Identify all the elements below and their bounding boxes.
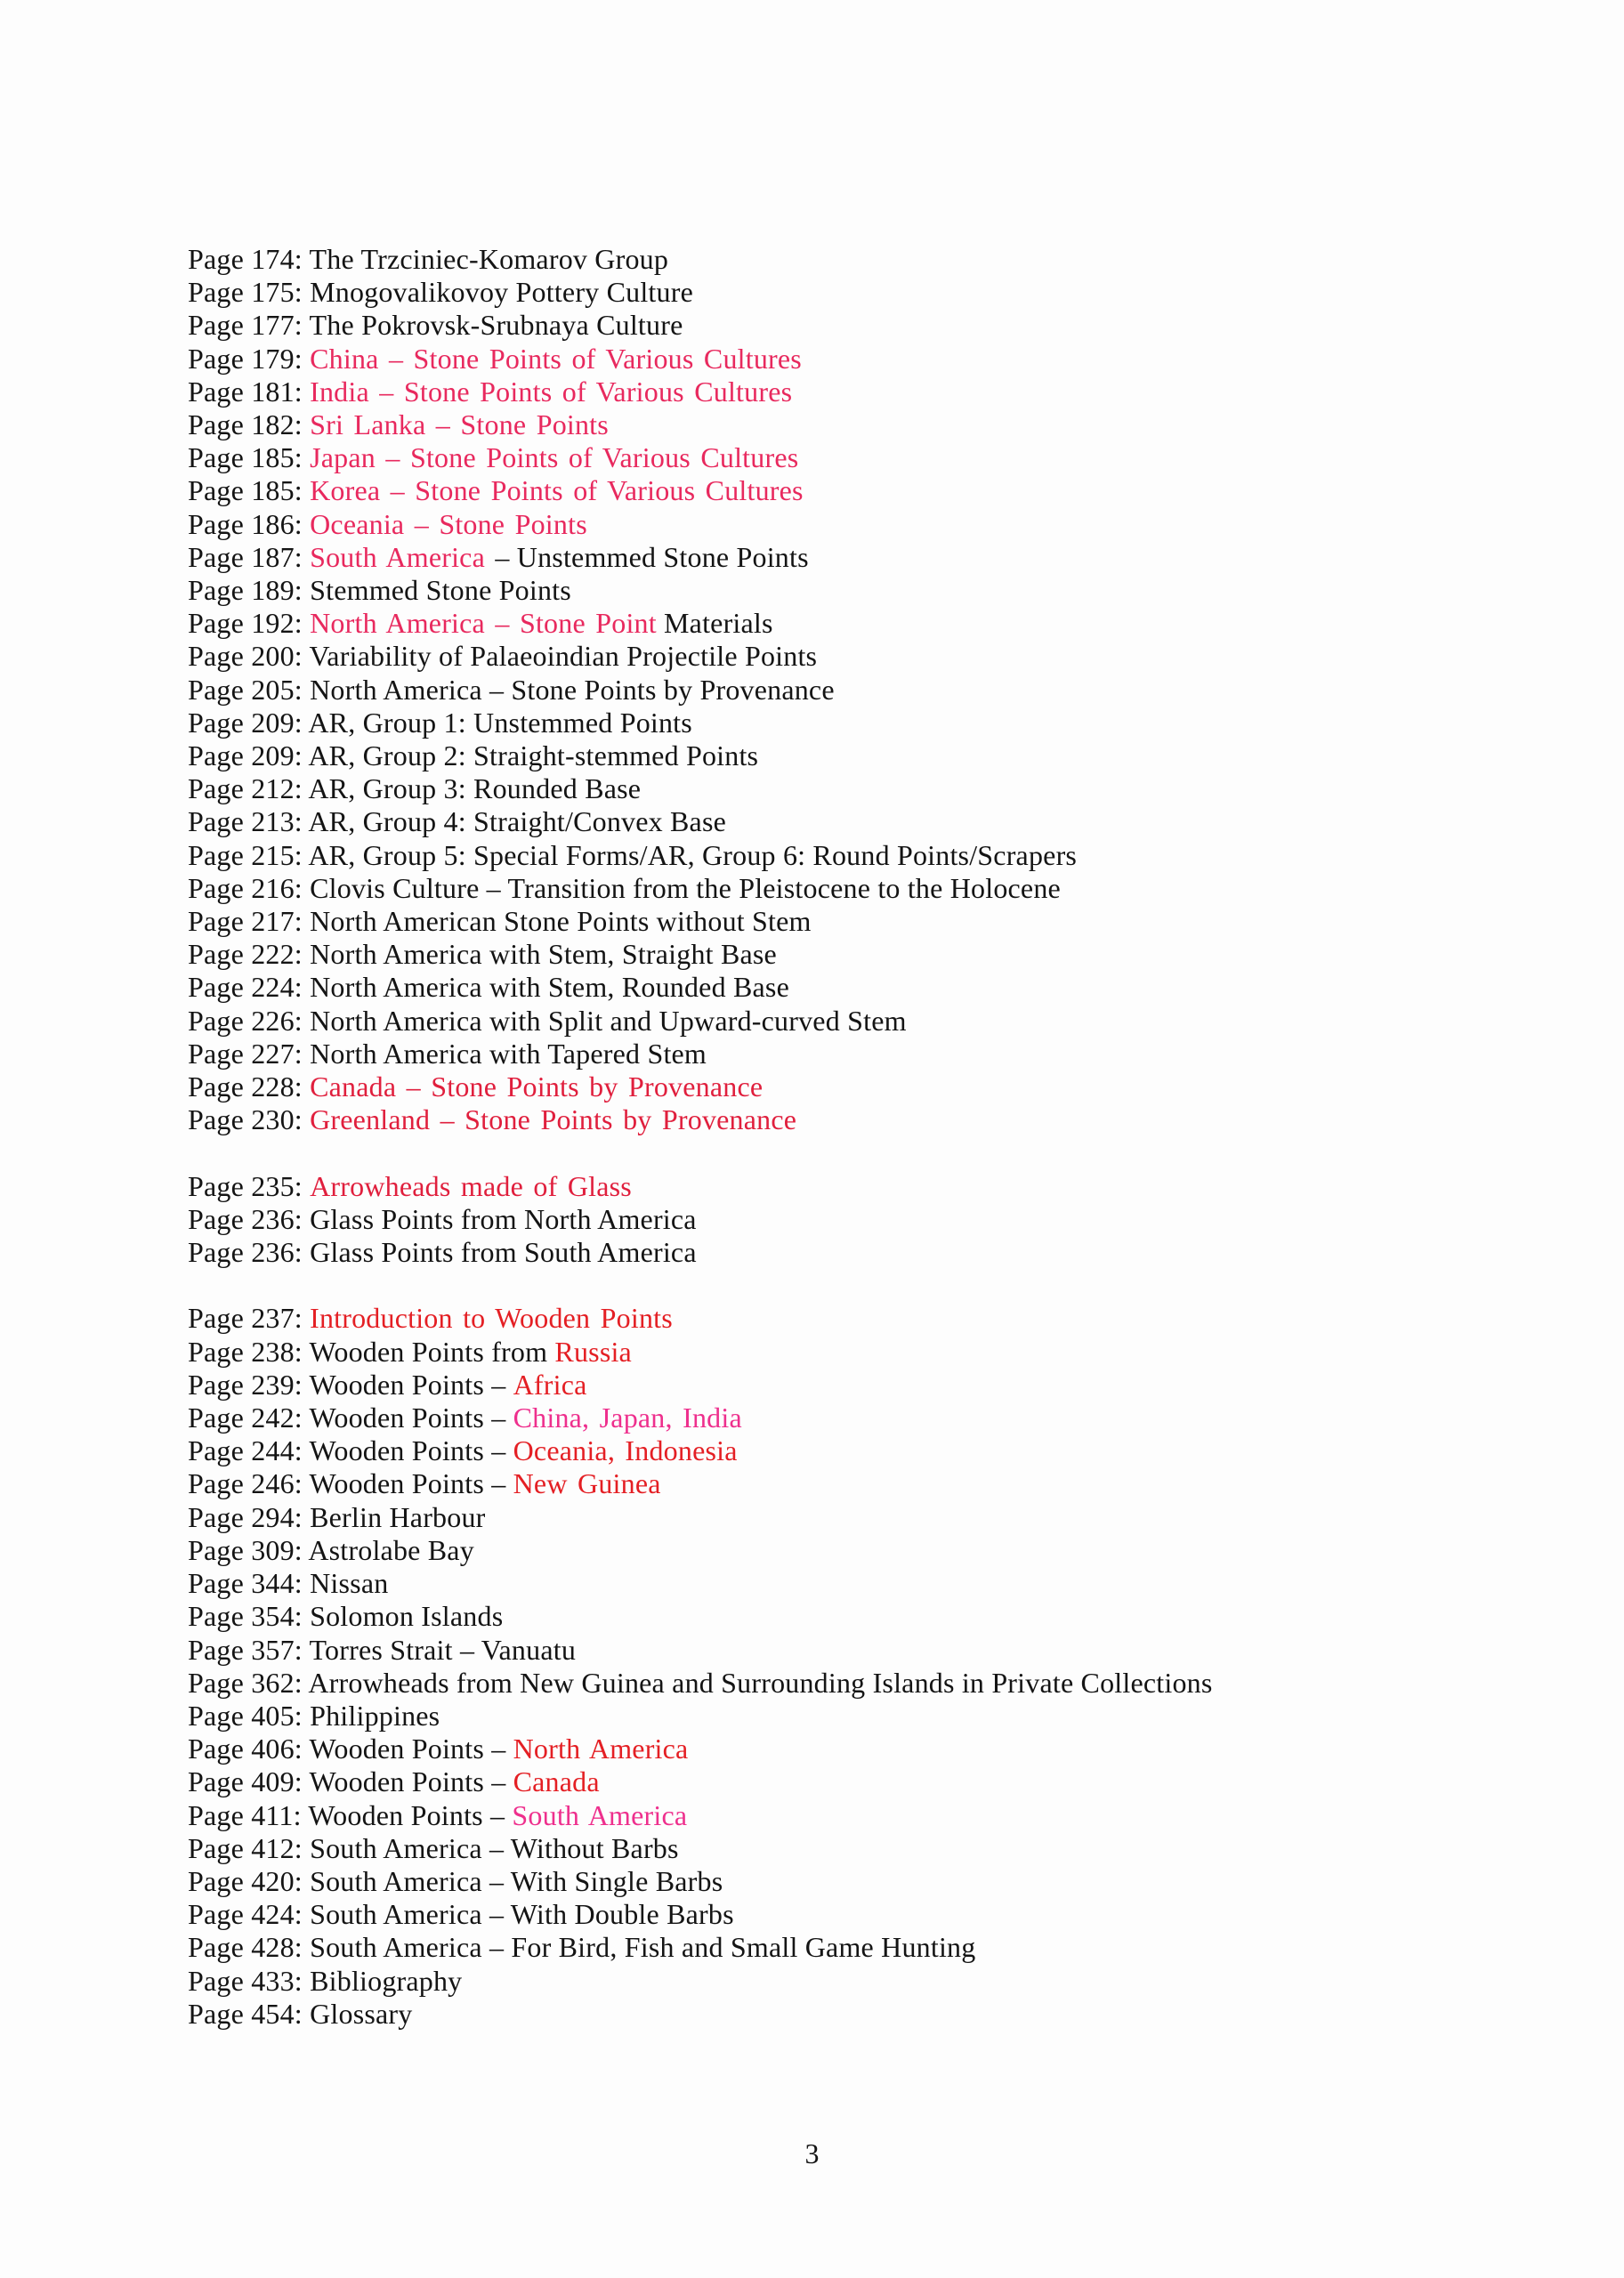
- toc-entry: [188, 1434, 1571, 1467]
- toc-entry: [188, 474, 1571, 507]
- toc-title-segment: South America: [512, 1798, 688, 1831]
- toc-entry: [188, 1170, 1571, 1203]
- toc-title-segment: Philippines: [310, 1699, 440, 1732]
- page-footer: [0, 2137, 1624, 2170]
- toc-entry: [188, 1700, 1571, 1733]
- toc-entry: [188, 674, 1571, 707]
- toc-title-segment: Oceania, Indonesia: [513, 1434, 738, 1467]
- toc-entry: [188, 1965, 1571, 1998]
- toc-entry: [188, 1634, 1571, 1667]
- toc-entry: [188, 1832, 1571, 1865]
- toc-page-label: Page 309:: [188, 1533, 303, 1566]
- toc-title-segment: Glass Points from North America: [310, 1202, 697, 1235]
- toc-entry: [188, 1567, 1571, 1600]
- toc-title-segment: South America – For Bird, Fish and Small Game Hunting: [310, 1931, 976, 1964]
- toc-entry: [188, 1667, 1571, 1700]
- toc-title-segment: Africa: [513, 1368, 587, 1401]
- toc-entry: [188, 1865, 1571, 1898]
- toc-entry: [188, 441, 1571, 474]
- toc-page-label: Page 354:: [188, 1600, 303, 1633]
- toc-entry: [188, 1534, 1571, 1567]
- toc-entry: [188, 1898, 1571, 1931]
- toc-page-label: Page 235:: [188, 1169, 303, 1202]
- toc-title-segment: Sri Lanka – Stone Points: [310, 408, 609, 441]
- toc-title-segment: Introduction to Wooden Points: [310, 1302, 673, 1335]
- toc-entry: [188, 805, 1571, 838]
- toc-entry: [188, 243, 1571, 276]
- toc-page-label: Page 175:: [188, 276, 303, 309]
- toc-entry: [188, 1070, 1571, 1103]
- toc-title-segment: South America – With Double Barbs: [310, 1898, 734, 1931]
- toc-title-segment: Clovis Culture – Transition from the Pleistocene to the Holocene: [310, 871, 1061, 904]
- toc-page-label: Page 216:: [188, 871, 303, 904]
- toc-page-label: Page 237:: [188, 1302, 303, 1335]
- toc-title-segment: Korea – Stone Points of Various Cultures: [310, 474, 804, 507]
- toc-page-label: Page 227:: [188, 1037, 303, 1070]
- toc-entry: [188, 1931, 1571, 1964]
- toc-title-segment: Stemmed Stone Points: [310, 574, 571, 607]
- toc-page-label: Page 406:: [188, 1733, 303, 1765]
- toc-page-label: Page 182:: [188, 408, 303, 441]
- toc-page-label: Page 185:: [188, 474, 303, 507]
- toc-page-label: Page 215:: [188, 838, 303, 871]
- toc-title-segment: Canada – Stone Points by Provenance: [310, 1070, 764, 1103]
- toc-entry: [188, 541, 1571, 574]
- toc-title-segment: North America with Tapered Stem: [310, 1037, 707, 1070]
- toc-entry: [188, 905, 1571, 938]
- toc-title-segment: Arrowheads from New Guinea and Surrounding Islands in Private Collections: [308, 1666, 1213, 1699]
- toc-title-segment: New Guinea: [513, 1467, 661, 1500]
- page-number: 3: [804, 2137, 820, 2169]
- toc-page-label: Page 238:: [188, 1335, 303, 1368]
- toc-title-segment: North America with Stem, Rounded Base: [310, 971, 789, 1004]
- toc-entry: [188, 1501, 1571, 1534]
- toc-page-label: Page 209:: [188, 706, 303, 739]
- toc-entry: [188, 1765, 1571, 1798]
- toc-page-label: Page 174:: [188, 243, 303, 275]
- toc-entry: [188, 508, 1571, 541]
- toc-page-label: Page 362:: [188, 1666, 303, 1699]
- toc-page-label: Page 192:: [188, 607, 303, 640]
- toc-page-label: Page 181:: [188, 375, 303, 408]
- toc-title-segment: North America – Stone Point: [310, 607, 657, 640]
- toc-entry: [188, 1103, 1571, 1136]
- toc-title-segment: Wooden Points –: [309, 1402, 513, 1434]
- toc-title-segment: Nissan: [310, 1567, 389, 1600]
- toc-title-segment: China, Japan, India: [513, 1402, 742, 1434]
- toc-page-label: Page 424:: [188, 1898, 303, 1931]
- toc-title-segment: AR, Group 2: Straight-stemmed Points: [308, 739, 759, 772]
- toc-title-segment: South America – With Single Barbs: [310, 1864, 723, 1897]
- toc-title-segment: Wooden Points –: [309, 1368, 513, 1401]
- toc-entry: [188, 640, 1571, 673]
- toc-page-label: Page 242:: [188, 1402, 303, 1434]
- toc-entry: [188, 376, 1571, 408]
- toc-entry: [188, 309, 1571, 342]
- toc-title-segment: South America: [310, 540, 496, 573]
- toc-entry: [188, 1038, 1571, 1070]
- toc-list: [188, 243, 1571, 2031]
- toc-title-segment: Wooden Points –: [309, 1467, 513, 1500]
- toc-title-segment: Wooden Points –: [309, 1733, 513, 1765]
- toc-page-label: Page 200:: [188, 640, 303, 673]
- toc-title-segment: Russia: [554, 1335, 632, 1368]
- toc-page-label: Page 228:: [188, 1070, 303, 1103]
- toc-entry: [188, 772, 1571, 805]
- toc-page-label: Page 236:: [188, 1236, 303, 1269]
- toc-entry: [188, 1799, 1571, 1832]
- toc-page-label: Page 209:: [188, 739, 303, 772]
- toc-gap: [188, 1136, 1571, 1169]
- toc-page-label: Page 428:: [188, 1931, 303, 1964]
- toc-title-segment: AR, Group 1: Unstemmed Points: [308, 706, 692, 739]
- toc-page-label: Page 186:: [188, 507, 303, 540]
- toc-page-label: Page 189:: [188, 574, 303, 607]
- toc-entry: [188, 971, 1571, 1004]
- toc-title-segment: North America – Stone Points by Provenance: [310, 673, 835, 706]
- toc-entry: [188, 1369, 1571, 1402]
- toc-title-segment: Wooden Points –: [309, 1434, 513, 1467]
- toc-entry: [188, 1467, 1571, 1500]
- toc-page-label: Page 179:: [188, 342, 303, 375]
- toc-page-label: Page 294:: [188, 1500, 303, 1533]
- toc-title-segment: Wooden Points –: [308, 1798, 513, 1831]
- toc-title-segment: Canada: [513, 1765, 600, 1798]
- toc-title-segment: Arrowheads made of Glass: [310, 1169, 632, 1202]
- toc-page-label: Page 213:: [188, 805, 303, 838]
- toc-page-label: Page 420:: [188, 1864, 303, 1897]
- toc-page-label: Page 187:: [188, 540, 303, 573]
- toc-title-segment: AR, Group 4: Straight/Convex Base: [308, 805, 727, 838]
- toc-title-segment: – Unstemmed Stone Points: [495, 540, 809, 573]
- toc-page-label: Page 357:: [188, 1633, 303, 1666]
- toc-page-label: Page 226:: [188, 1004, 303, 1037]
- toc-title-segment: Berlin Harbour: [310, 1500, 486, 1533]
- toc-page-label: Page 224:: [188, 971, 303, 1004]
- toc-page-label: Page 409:: [188, 1765, 303, 1798]
- toc-entry: [188, 1402, 1571, 1434]
- toc-page-label: Page 212:: [188, 772, 303, 805]
- toc-title-segment: Greenland – Stone Points by Provenance: [310, 1103, 797, 1136]
- toc-title-segment: AR, Group 5: Special Forms/AR, Group 6: Round Points/Scrapers: [308, 838, 1078, 871]
- toc-entry: [188, 408, 1571, 441]
- toc-page-label: Page 244:: [188, 1434, 303, 1467]
- toc-entry: [188, 938, 1571, 971]
- toc-entry: [188, 872, 1571, 905]
- toc-page-label: Page 411:: [188, 1798, 302, 1831]
- toc-title-segment: Variability of Palaeoindian Projectile Points: [309, 640, 818, 673]
- toc-entry: [188, 839, 1571, 872]
- toc-page-label: Page 230:: [188, 1103, 303, 1136]
- toc-gap: [188, 1269, 1571, 1302]
- toc-entry: [188, 1236, 1571, 1269]
- toc-title-segment: India – Stone Points of Various Cultures: [310, 375, 793, 408]
- toc-page-label: Page 222:: [188, 938, 303, 971]
- toc-title-segment: AR, Group 3: Rounded Base: [308, 772, 642, 805]
- toc-page-label: Page 177:: [188, 309, 303, 342]
- toc-page-label: Page 217:: [188, 905, 303, 938]
- toc-title-segment: Japan – Stone Points of Various Cultures: [310, 441, 799, 474]
- toc-title-segment: North America: [513, 1733, 689, 1765]
- toc-entry: [188, 276, 1571, 309]
- toc-title-segment: Solomon Islands: [310, 1600, 504, 1633]
- toc-title-segment: Wooden Points from: [309, 1335, 555, 1368]
- toc-page-label: Page 236:: [188, 1202, 303, 1235]
- toc-page-label: Page 205:: [188, 673, 303, 706]
- toc-entry: [188, 1005, 1571, 1038]
- toc-title-segment: Torres Strait – Vanuatu: [309, 1633, 577, 1666]
- toc-entry: [188, 574, 1571, 607]
- toc-entry: [188, 1733, 1571, 1765]
- toc-title-segment: Bibliography: [310, 1964, 463, 1997]
- toc-page-label: Page 246:: [188, 1467, 303, 1500]
- toc-title-segment: South America – Without Barbs: [310, 1831, 679, 1864]
- toc-entry: [188, 1336, 1571, 1369]
- toc-title-segment: China – Stone Points of Various Cultures: [310, 342, 802, 375]
- toc-page-label: Page 405:: [188, 1699, 303, 1732]
- toc-title-segment: Mnogovalikovoy Pottery Culture: [310, 276, 693, 309]
- toc-title-segment: Oceania – Stone Points: [310, 507, 587, 540]
- toc-entry: [188, 1302, 1571, 1335]
- toc-title-segment: Astrolabe Bay: [308, 1533, 474, 1566]
- toc-title-segment: Materials: [656, 607, 773, 640]
- toc-title-segment: Glass Points from South America: [310, 1236, 697, 1269]
- toc-page-label: Page 185:: [188, 441, 303, 474]
- toc-entry: [188, 1203, 1571, 1236]
- toc-page-label: Page 412:: [188, 1831, 303, 1864]
- toc-title-segment: North America with Split and Upward-curved Stem: [310, 1004, 907, 1037]
- toc-title-segment: The Pokrovsk-Srubnaya Culture: [309, 309, 683, 342]
- toc-entry: [188, 739, 1571, 772]
- toc-title-segment: North American Stone Points without Stem: [310, 905, 812, 938]
- toc-page-label: Page 433:: [188, 1964, 303, 1997]
- toc-page-label: Page 344:: [188, 1567, 303, 1600]
- toc-page-label: Page 239:: [188, 1368, 303, 1401]
- toc-title-segment: Glossary: [310, 1997, 413, 2030]
- toc-entry: [188, 343, 1571, 376]
- toc-page-label: Page 454:: [188, 1997, 303, 2030]
- toc-title-segment: Wooden Points –: [309, 1765, 513, 1798]
- toc-title-segment: The Trzciniec-Komarov Group: [309, 243, 669, 275]
- toc-title-segment: North America with Stem, Straight Base: [310, 938, 777, 971]
- toc-entry: [188, 607, 1571, 640]
- toc-entry: [188, 1998, 1571, 2031]
- toc-entry: [188, 1600, 1571, 1633]
- toc-entry: [188, 707, 1571, 739]
